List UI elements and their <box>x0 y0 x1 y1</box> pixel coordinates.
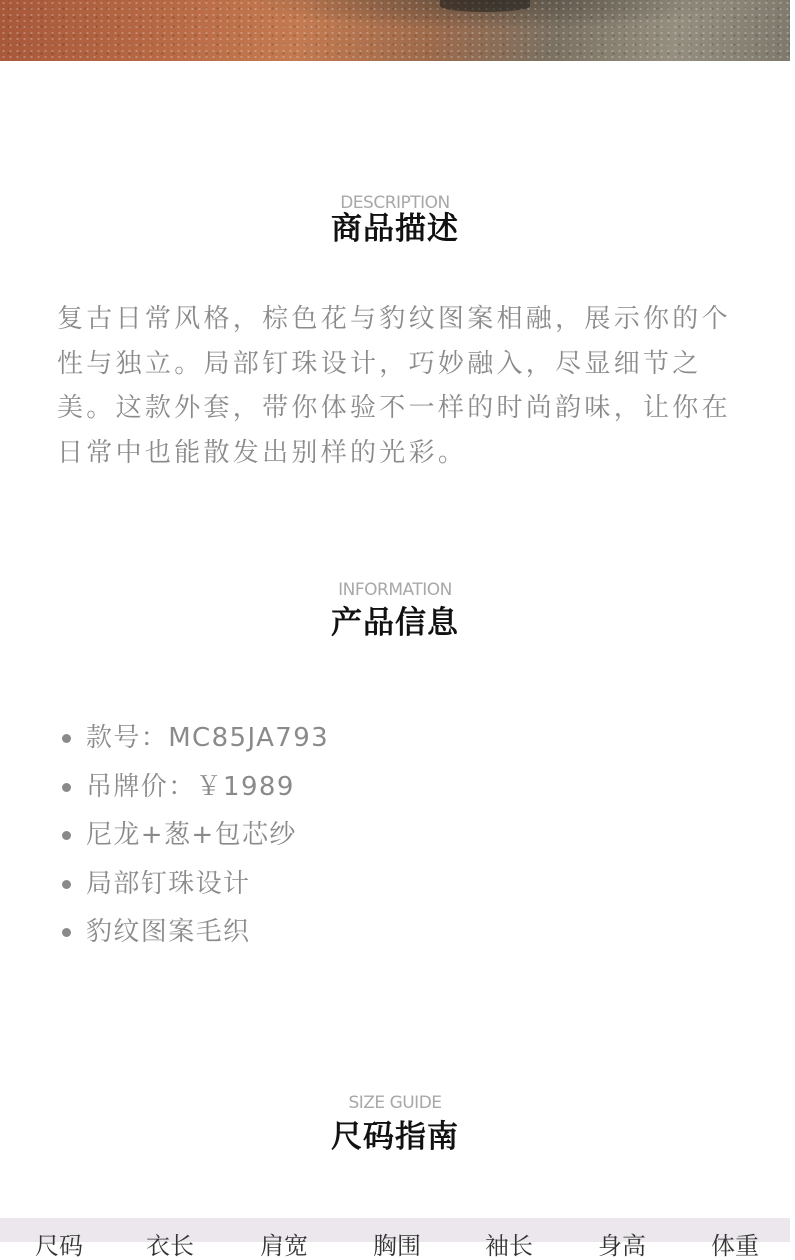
product-info-list <box>60 714 329 957</box>
bullet-dot <box>62 831 71 840</box>
info-item-beading <box>60 860 329 909</box>
bullet-dot <box>62 928 71 937</box>
description-title: 商品描述 <box>331 211 459 247</box>
info-item-pattern <box>60 908 329 957</box>
info-item-text: 吊牌价：￥1989 <box>86 771 295 802</box>
info-item-material <box>60 811 329 860</box>
info-item-style-number <box>60 714 329 763</box>
size-column-sleeve: 袖长 <box>485 1232 533 1260</box>
product-photo-bottom-edge <box>0 0 790 61</box>
size-guide-title: 尺码指南 <box>331 1119 459 1155</box>
size-column-length: 衣长 <box>146 1232 194 1260</box>
photo-shadow <box>440 0 530 12</box>
size-column-chest: 胸围 <box>373 1232 421 1260</box>
size-guide-eyebrow: SIZE GUIDE <box>348 1093 442 1113</box>
bullet-dot <box>62 783 71 792</box>
size-table-header <box>0 1218 790 1260</box>
description-eyebrow: DESCRIPTION <box>340 193 450 213</box>
information-title: 产品信息 <box>331 605 459 641</box>
info-item-text: 豹纹图案毛织 <box>86 917 251 947</box>
description-body: 复古日常风格，棕色花与豹纹图案相融，展示你的个性与独立。局部钉珠设计，巧妙融入，尽显细节之美。这款外套，带你体验不一样的时尚韵味，让你在日常中也能散发出别样的光彩。 <box>57 304 731 468</box>
info-item-text: 尼龙+葱+包芯纱 <box>86 820 297 850</box>
size-column-shoulder: 肩宽 <box>260 1232 308 1260</box>
photo-texture <box>0 0 790 61</box>
info-item-tag-price <box>60 763 329 812</box>
size-column-weight: 体重 <box>711 1232 759 1260</box>
information-eyebrow: INFORMATION <box>338 580 452 600</box>
bullet-dot <box>62 734 71 743</box>
info-item-text: 款号：MC85JA793 <box>86 723 330 753</box>
bullet-dot <box>62 880 71 889</box>
size-column-size: 尺码 <box>35 1232 83 1260</box>
size-column-height: 身高 <box>598 1232 646 1260</box>
info-item-text: 局部钉珠设计 <box>86 868 251 899</box>
